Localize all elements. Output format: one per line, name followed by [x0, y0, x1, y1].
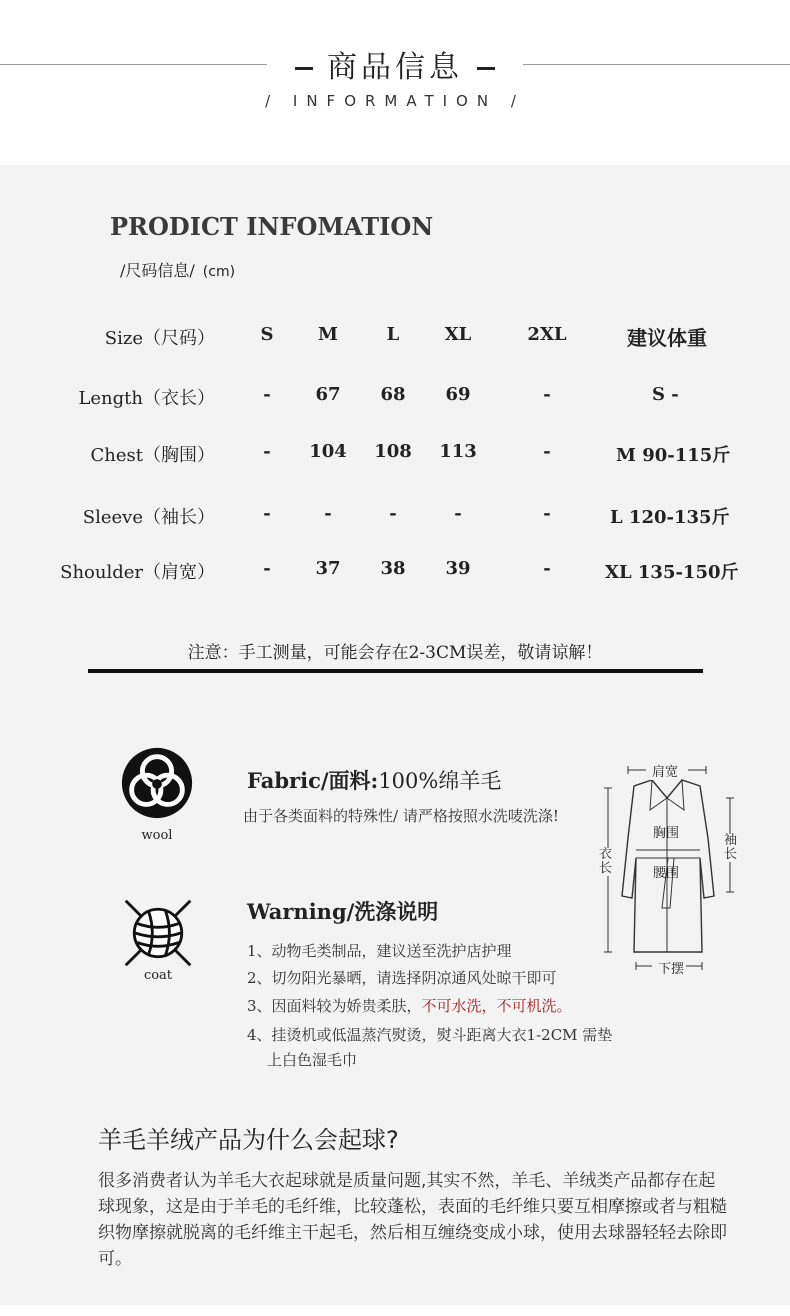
warning-item: 3、因面料较为娇贵柔肤，不可水洗，不可机洗。 [247, 997, 572, 1015]
waist-label: 腰围 [653, 866, 680, 881]
size-col-header: M [318, 324, 338, 345]
page-subtitle: / INFORMATION / [265, 92, 525, 110]
size-row-label: Chest（胸围） [90, 445, 215, 466]
wool-icon [118, 744, 196, 822]
size-col-header: S [260, 324, 274, 345]
yarn-ball-icon [120, 895, 196, 971]
warning-title: Warning/洗涤说明 [247, 899, 439, 924]
size-cell: 67 [315, 384, 341, 405]
size-cell: 113 [439, 441, 477, 462]
product-title: PRODICT INFOMATION [110, 212, 434, 241]
size-row-label: Shoulder（肩宽） [60, 562, 215, 583]
size-cell: - [543, 503, 551, 524]
size-cell: - [543, 441, 551, 462]
size-cell: 69 [445, 384, 471, 405]
size-cell: - [263, 384, 271, 405]
divider-bar [88, 669, 703, 673]
size-cell: - [263, 558, 271, 579]
unit-label: (cm) [202, 264, 236, 280]
sleeve-label: 袖长 [724, 833, 738, 862]
fabric-title [247, 765, 501, 795]
hem-label: 下摆 [656, 958, 686, 977]
size-col-header: 2XL [527, 324, 567, 345]
weight-cell: L 120-135斤 [610, 507, 730, 528]
fabric-value: 100%绵羊毛 [378, 769, 502, 793]
size-cell: - [263, 503, 271, 524]
length-label: 衣长 [599, 847, 613, 876]
size-row-label: Length（衣长） [78, 388, 215, 409]
size-row-label: Sleeve（袖长） [82, 507, 215, 528]
wool-label: wool [141, 828, 173, 843]
faq-title: 羊毛羊绒产品为什么会起球? [98, 1126, 399, 1154]
warning-item: 4、挂烫机或低温蒸汽熨烫，熨斗距离大衣1-2CM 需垫 [247, 1026, 613, 1044]
size-cell: - [543, 558, 551, 579]
size-cell: - [389, 503, 397, 524]
size-cell: 68 [380, 384, 406, 405]
size-cell: - [543, 384, 551, 405]
size-cell: - [263, 441, 271, 462]
page-title-text: 商品信息 [327, 50, 463, 85]
chest-label: 胸围 [653, 826, 680, 841]
size-cell: - [324, 503, 332, 524]
warning-item: 1、动物毛类制品，建议送至洗护店护理 [247, 942, 512, 960]
shoulder-label: 肩宽 [650, 761, 680, 780]
coat-label: coat [143, 968, 173, 983]
weight-cell: M 90-115斤 [616, 445, 731, 466]
size-cell: 108 [374, 441, 412, 462]
fabric-desc: 由于各类面料的特殊性/ 请严格按照水洗唛洗涤! [243, 807, 559, 825]
size-cell: 39 [445, 558, 471, 579]
warning-item: 2、切勿阳光暴晒，请选择阴凉通风处晾干即可 [247, 969, 557, 987]
size-col-header: L [386, 324, 400, 345]
weight-col-header: 建议体重 [627, 326, 707, 350]
size-cell: 37 [315, 558, 341, 579]
size-info-label: /尺码信息/ [120, 261, 195, 280]
size-cell: 104 [309, 441, 347, 462]
faq-body: 很多消费者认为羊毛大衣起球就是质量问题,其实不然，羊毛、羊绒类产品都存在起球现象，这是由于羊毛的毛纤维，比较蓬松，表面的毛纤维只要互相摩擦或者与粗糙织物摩擦就脱离的毛纤维主干起毛，然后相互缠绕变成小球，使用去球器轻轻去除即可。 [98, 1171, 727, 1269]
fabric-label: Fabric/面料: [247, 768, 379, 793]
size-header-label: Size（尺码） [104, 328, 215, 349]
weight-cell: S - [652, 384, 679, 405]
size-col-header: XL [444, 324, 472, 345]
size-cell: - [454, 503, 462, 524]
weight-cell: XL 135-150斤 [605, 562, 739, 583]
size-cell: 38 [380, 558, 406, 579]
page-title [0, 42, 790, 86]
warning-item: 上白色湿毛巾 [267, 1051, 358, 1069]
measure-note: 注意：手工测量，可能会存在2-3CM误差，敬请谅解！ [187, 643, 603, 663]
product-subtitle [120, 258, 235, 281]
